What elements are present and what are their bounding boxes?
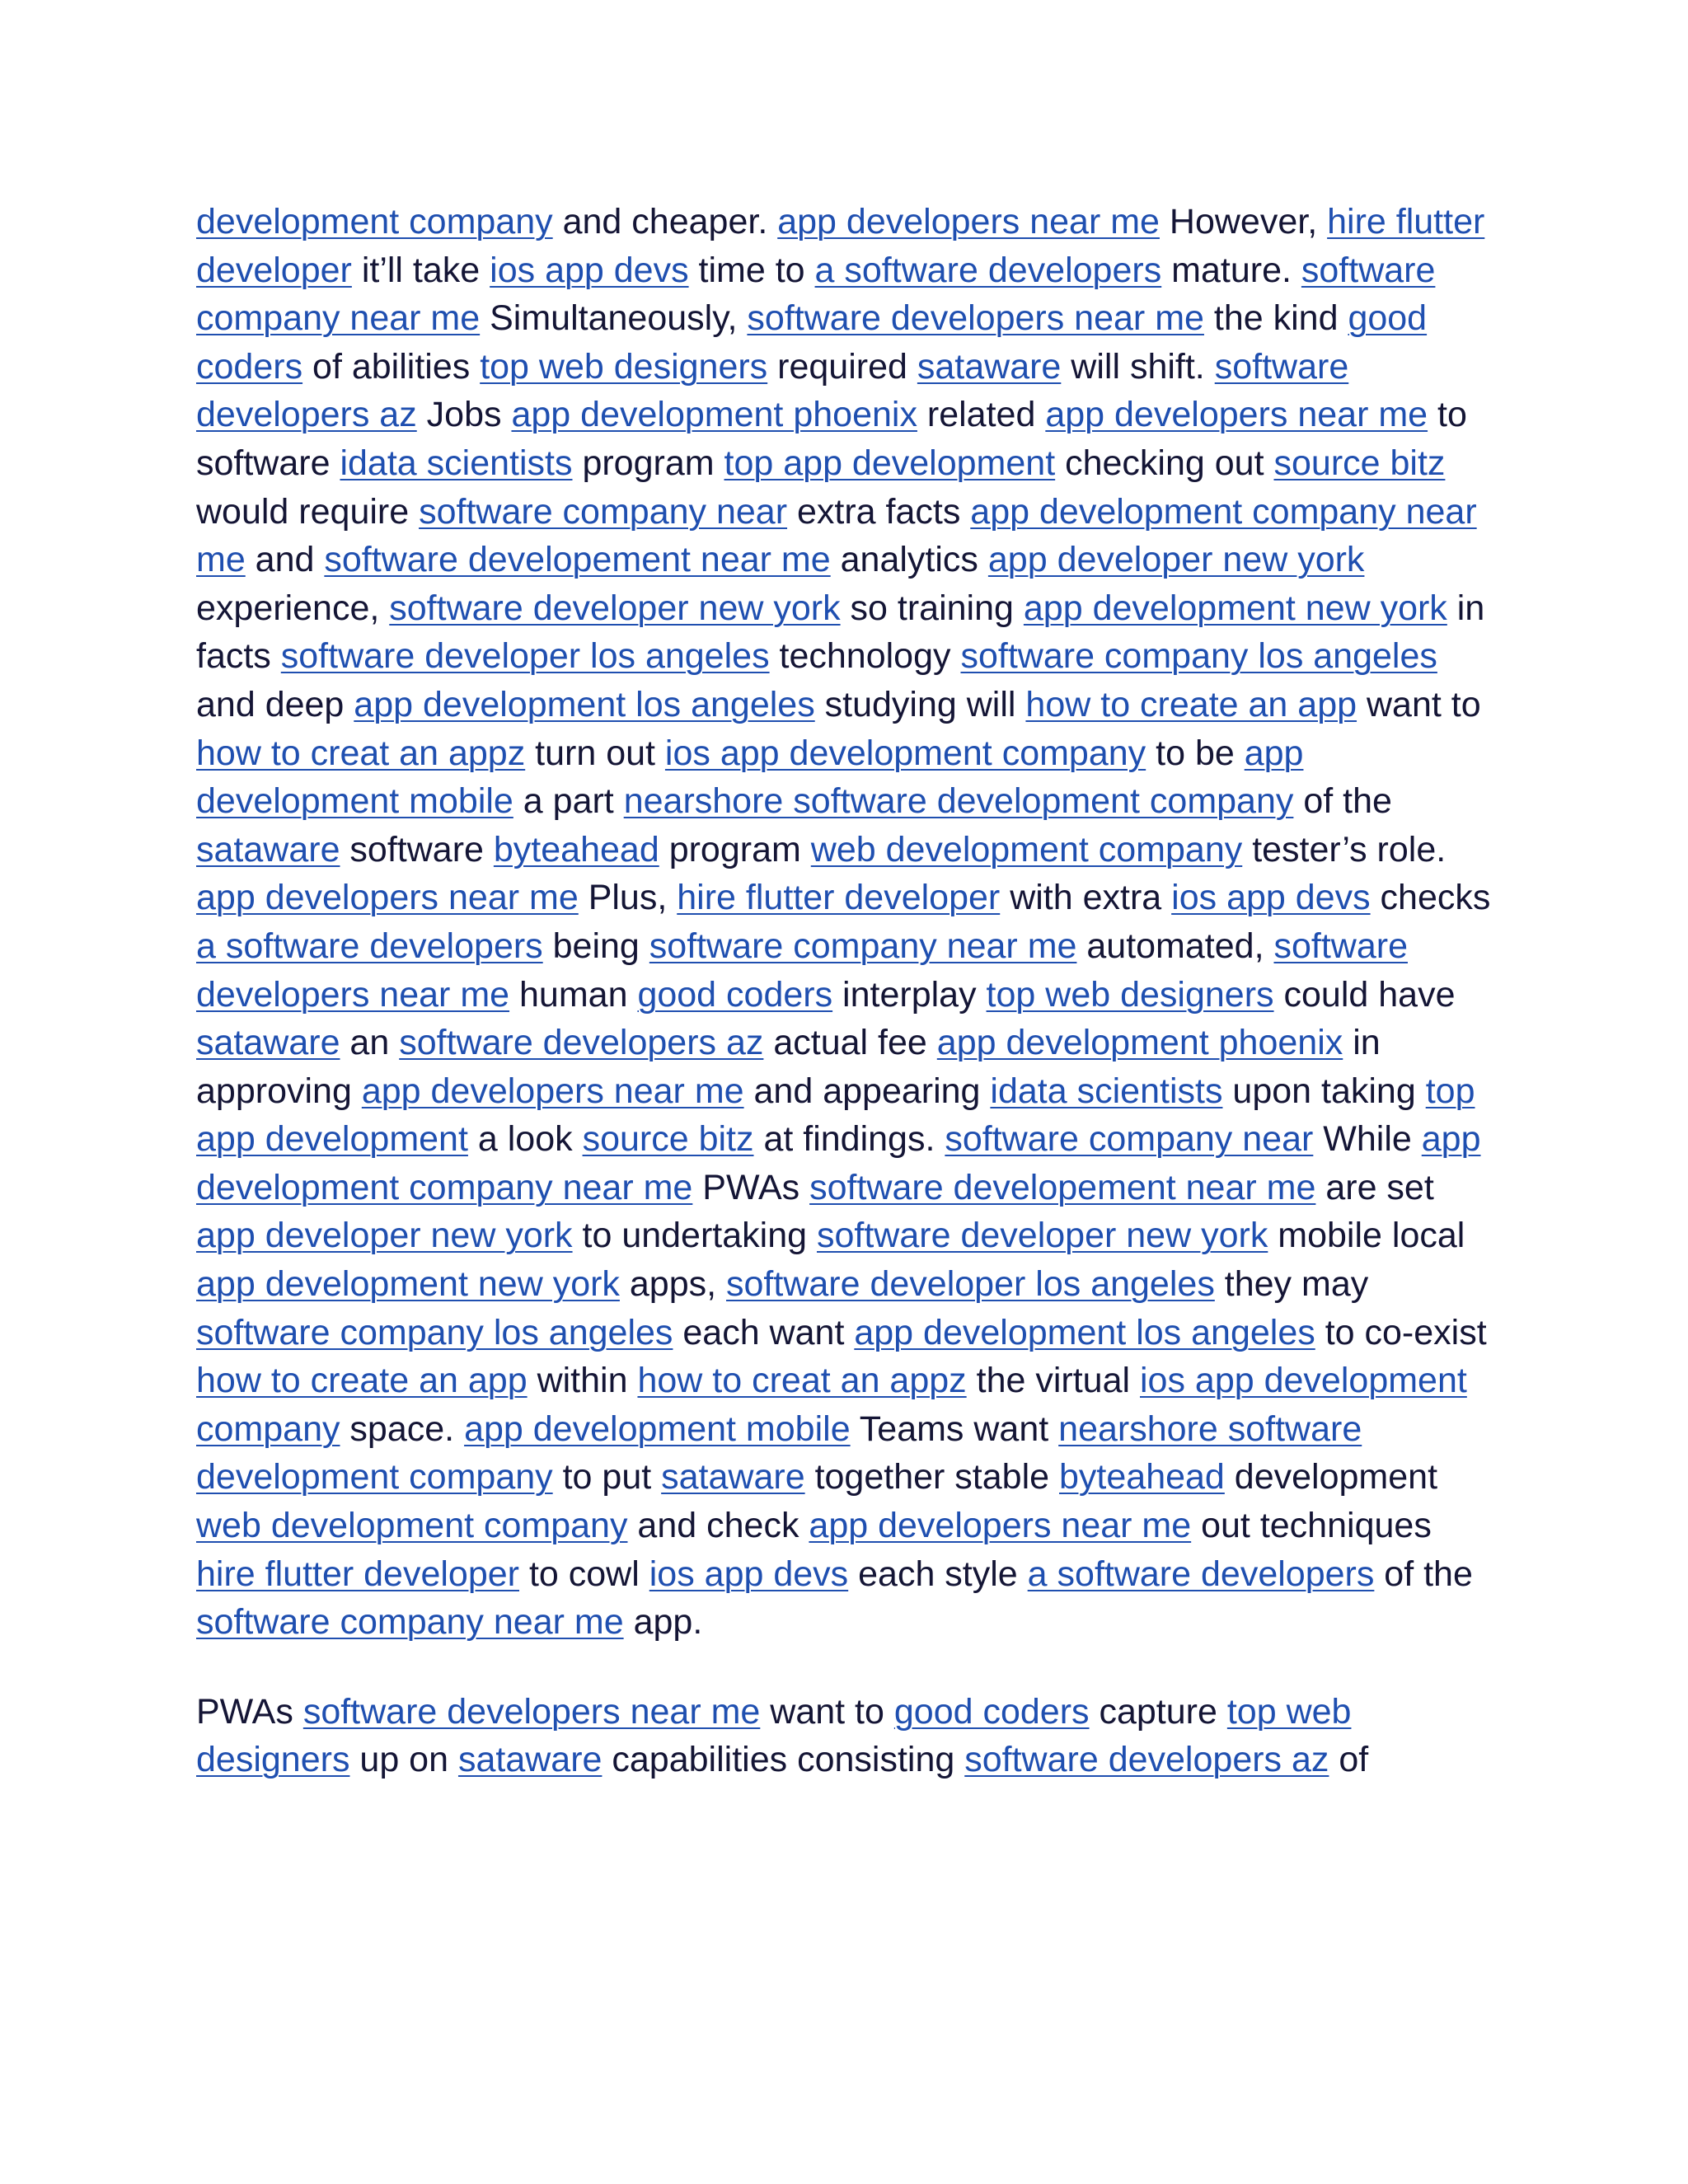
keyword-link[interactable]: software developers az — [964, 1740, 1329, 1780]
keyword-link[interactable]: software company near me — [196, 250, 1436, 339]
body-text: to cowl — [519, 1554, 649, 1594]
keyword-link[interactable]: hire flutter developer — [196, 202, 1485, 290]
keyword-link[interactable]: software developers az — [399, 1023, 764, 1063]
body-text: the virtual — [966, 1361, 1140, 1401]
keyword-link[interactable]: app development new york — [196, 1264, 620, 1305]
body-text: related — [917, 395, 1046, 435]
body-text: want to — [1357, 684, 1481, 724]
keyword-link[interactable]: how to create an app — [196, 1361, 528, 1401]
body-text: Plus, — [578, 878, 678, 918]
keyword-link[interactable]: a software developers — [1027, 1554, 1375, 1594]
body-text: mature. — [1161, 250, 1301, 290]
keyword-link[interactable]: software company los angeles — [960, 636, 1437, 677]
keyword-link[interactable]: top web designers — [196, 1691, 1352, 1780]
keyword-link[interactable]: byteahead — [1059, 1457, 1225, 1497]
keyword-link[interactable]: sataware — [196, 1023, 340, 1063]
keyword-link[interactable]: hire flutter developer — [196, 1554, 519, 1594]
keyword-link[interactable]: app developer new york — [196, 1216, 573, 1256]
body-text: mobile local — [1268, 1216, 1465, 1256]
keyword-link[interactable]: nearshore software development company — [623, 781, 1294, 822]
body-text: with extra — [1000, 878, 1172, 918]
keyword-link[interactable]: software developement near me — [324, 540, 831, 580]
keyword-link[interactable]: app development mobile — [196, 733, 1304, 822]
body-text: software — [340, 829, 494, 869]
keyword-link[interactable]: software developer los angeles — [280, 636, 770, 677]
body-text: to co-exist — [1315, 1312, 1487, 1352]
body-text: studying will — [814, 684, 1026, 724]
body-text: development — [1224, 1457, 1438, 1497]
keyword-link[interactable]: development company — [196, 202, 553, 241]
body-text: will shift. — [1061, 346, 1215, 387]
body-text: to put — [552, 1457, 662, 1497]
body-text: PWAs — [196, 1691, 303, 1732]
keyword-link[interactable]: web development company — [810, 829, 1243, 869]
body-text: While — [1313, 1119, 1422, 1160]
keyword-link[interactable]: how to creat an appz — [196, 733, 526, 773]
keyword-link[interactable]: ios app development company — [664, 733, 1146, 773]
body-text: and deep — [196, 684, 354, 724]
body-text: capture — [1089, 1691, 1227, 1732]
keyword-link[interactable]: a software developers — [196, 926, 543, 966]
keyword-link[interactable]: software developer los angeles — [726, 1264, 1215, 1305]
body-text: a part — [513, 781, 624, 822]
keyword-link[interactable]: software developers near me — [747, 298, 1204, 339]
body-text: of — [1329, 1740, 1369, 1780]
keyword-link[interactable]: sataware — [917, 346, 1062, 387]
body-text: actual fee — [763, 1023, 937, 1063]
body-text: human — [509, 974, 638, 1015]
body-text: each style — [848, 1554, 1028, 1594]
body-text: it’ll take — [351, 250, 490, 290]
keyword-link[interactable]: a software developers — [814, 250, 1162, 290]
keyword-link[interactable]: app developer new york — [987, 540, 1365, 580]
keyword-link[interactable]: hire flutter developer — [677, 878, 1001, 918]
body-text: of abilities — [302, 346, 481, 387]
body-text: space. — [340, 1408, 465, 1449]
body-text: app. — [623, 1602, 703, 1643]
body-text: automated, — [1076, 926, 1274, 966]
keyword-link[interactable]: sataware — [196, 829, 340, 869]
body-text: an — [340, 1023, 400, 1063]
body-text: However, — [1159, 202, 1328, 241]
keyword-link[interactable]: sataware — [661, 1457, 805, 1497]
keyword-link[interactable]: sataware — [457, 1740, 603, 1780]
body-text: and — [245, 540, 325, 580]
keyword-link[interactable]: app developers near me — [361, 1071, 744, 1111]
body-text: in approving — [196, 1023, 1381, 1111]
keyword-link[interactable]: idata scientists — [990, 1071, 1223, 1111]
keyword-link[interactable]: top app development — [724, 443, 1056, 483]
keyword-link[interactable]: app developers near me — [777, 202, 1160, 241]
body-text: could have — [1273, 974, 1456, 1015]
body-text: checks — [1370, 878, 1491, 918]
body-text: want to — [760, 1691, 894, 1732]
keyword-link[interactable]: software developers near me — [302, 1691, 761, 1732]
keyword-link[interactable]: software company near — [945, 1119, 1314, 1160]
body-text: so training — [840, 588, 1024, 628]
keyword-link[interactable]: app developers near me — [196, 878, 579, 918]
keyword-link[interactable]: app development phoenix — [511, 395, 917, 435]
keyword-link[interactable]: ios app devs — [1171, 878, 1371, 918]
body-text: would require — [196, 491, 420, 532]
body-text: in facts — [196, 588, 1485, 677]
keyword-link[interactable]: top app development — [196, 1071, 1475, 1160]
keyword-link[interactable]: nearshore software development company — [196, 1408, 1362, 1497]
body-text: to undertaking — [572, 1216, 817, 1256]
keyword-link[interactable]: app developers near me — [1045, 395, 1428, 435]
keyword-link[interactable]: software company near me — [196, 1602, 624, 1643]
body-text: they may — [1214, 1264, 1369, 1305]
keyword-link[interactable]: top web designers — [480, 346, 768, 387]
body-text: interplay — [832, 974, 987, 1015]
body-text: a look — [467, 1119, 583, 1160]
body-text: of the — [1374, 1554, 1473, 1594]
keyword-link[interactable]: top web designers — [986, 974, 1274, 1015]
keyword-link[interactable]: software developers near me — [196, 926, 1408, 1015]
keyword-link[interactable]: software developement near me — [809, 1167, 1316, 1207]
body-text: program — [659, 829, 811, 869]
keyword-link[interactable]: app development phoenix — [936, 1023, 1343, 1063]
body-text: out techniques — [1191, 1506, 1432, 1546]
body-text: Jobs — [416, 395, 512, 435]
body-text: and cheaper. — [552, 202, 778, 241]
keyword-link[interactable]: ios app development company — [196, 1361, 1467, 1449]
body-text: Simultaneously, — [480, 298, 748, 339]
keyword-link[interactable]: source bitz — [1273, 443, 1446, 483]
keyword-link[interactable]: app development company near me — [196, 1119, 1481, 1207]
body-text: tester’s role. — [1242, 829, 1447, 869]
body-text: capabilities consisting — [602, 1740, 965, 1780]
body-text: at findings. — [753, 1119, 945, 1160]
body-text: Teams want — [850, 1408, 1059, 1449]
body-text: checking out — [1055, 443, 1274, 483]
body-text: the kind — [1203, 298, 1348, 339]
paragraph — [196, 198, 1492, 1647]
paragraph — [196, 1688, 1492, 1784]
body-text: apps, — [619, 1264, 727, 1305]
body-text: program — [572, 443, 724, 483]
body-text: required — [767, 346, 917, 387]
keyword-link[interactable]: good coders — [893, 1691, 1090, 1732]
keyword-link[interactable]: good coders — [637, 974, 833, 1015]
keyword-link[interactable]: software developer new york — [817, 1216, 1268, 1256]
body-text: time to — [688, 250, 815, 290]
body-text: technology — [769, 636, 961, 677]
keyword-link[interactable]: how to creat an appz — [637, 1361, 967, 1401]
keyword-link[interactable]: how to create an app — [1025, 684, 1357, 724]
keyword-link[interactable]: app development los angeles — [354, 684, 815, 724]
body-text: up on — [349, 1740, 458, 1780]
keyword-link[interactable]: idata scientists — [340, 443, 573, 483]
body-text: each want — [673, 1312, 855, 1352]
body-text: and appearing — [743, 1071, 991, 1111]
body-text: being — [542, 926, 649, 966]
keyword-link[interactable]: software developer new york — [389, 588, 841, 628]
keyword-link[interactable]: ios app devs — [649, 1554, 849, 1594]
body-text: together stable — [804, 1457, 1059, 1497]
keyword-link[interactable]: software developers az — [196, 346, 1349, 435]
keyword-link[interactable]: app development los angeles — [854, 1312, 1315, 1352]
keyword-link[interactable]: app developers near me — [809, 1506, 1192, 1546]
keyword-link[interactable]: web development company — [196, 1506, 628, 1546]
keyword-link[interactable]: byteahead — [493, 829, 659, 869]
body-text: experience, — [196, 588, 390, 628]
body-text: to be — [1146, 733, 1245, 773]
body-text: turn out — [525, 733, 665, 773]
keyword-link[interactable]: software company near — [419, 491, 788, 532]
body-text: and check — [627, 1506, 809, 1546]
document-page — [196, 198, 1492, 1784]
body-text: of the — [1293, 781, 1392, 822]
keyword-link[interactable]: source bitz — [582, 1119, 754, 1160]
body-text: are set — [1315, 1167, 1434, 1207]
keyword-link[interactable]: software company near me — [649, 926, 1077, 966]
body-text: extra facts — [787, 491, 971, 532]
keyword-link[interactable]: ios app devs — [490, 250, 689, 290]
body-text: PWAs — [692, 1167, 810, 1207]
keyword-link[interactable]: good coders — [196, 298, 1428, 387]
body-text: within — [527, 1361, 638, 1401]
body-text: upon taking — [1222, 1071, 1426, 1111]
keyword-link[interactable]: app development new york — [1023, 588, 1447, 628]
body-text: to software — [196, 395, 1467, 483]
keyword-link[interactable]: app development mobile — [464, 1408, 851, 1449]
keyword-link[interactable]: software company los angeles — [196, 1312, 673, 1352]
body-text: analytics — [830, 540, 988, 580]
keyword-link[interactable]: app development company near me — [196, 491, 1477, 580]
